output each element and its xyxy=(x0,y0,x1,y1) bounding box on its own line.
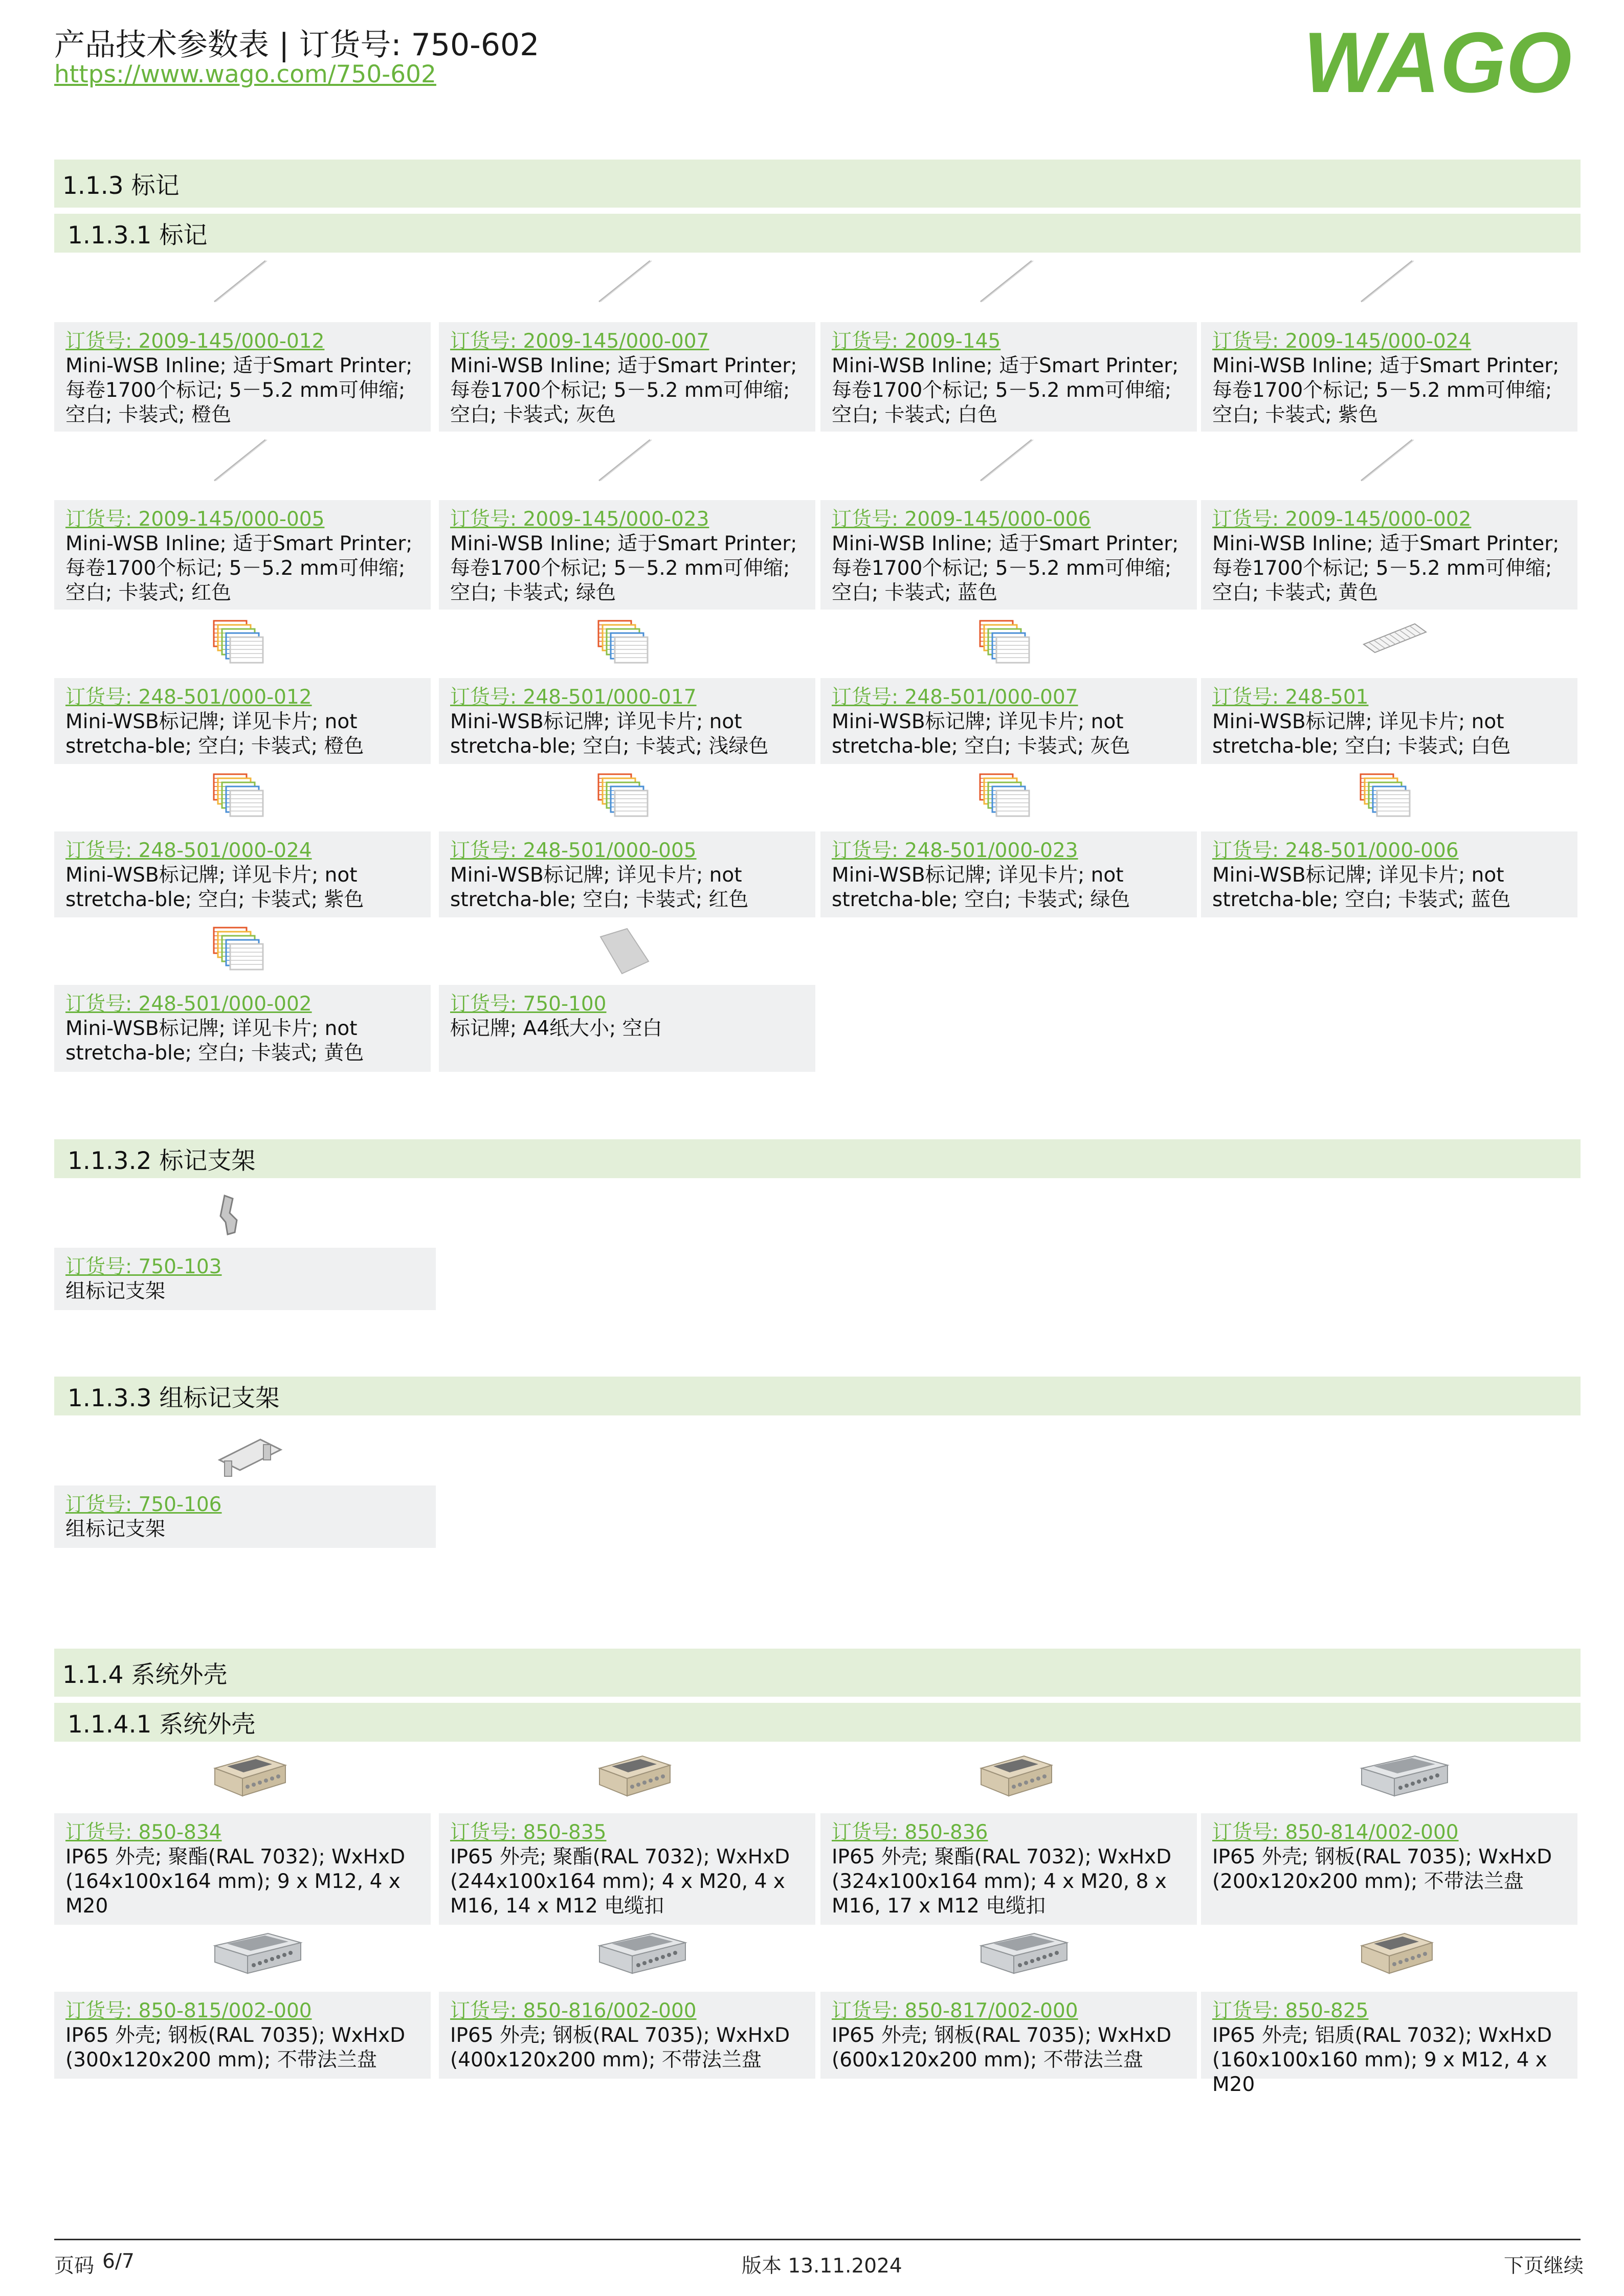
product-description: 组标记支架 xyxy=(65,1518,166,1541)
subsection-heading-1-1-3-2: 1.1.3.2 标记支架 xyxy=(54,1139,1581,1178)
product-card xyxy=(820,831,1197,917)
product-card xyxy=(1201,678,1577,764)
product-description: IP65 外壳; 钢板(RAL 7035); WxHxD (600x120x200 mm); 不带法兰盘 xyxy=(832,2024,1172,2072)
marker-strip-icon xyxy=(596,437,653,485)
product-card xyxy=(54,1248,436,1310)
order-number-link[interactable]: 订货号: 248-501/000-005 xyxy=(450,839,697,862)
wago-logo xyxy=(1303,14,1574,111)
marker-strip-icon xyxy=(212,437,268,485)
a4-sheet-icon xyxy=(596,926,653,979)
section-heading-1-1-3: 1.1.3 标记 xyxy=(54,160,1581,208)
product-card xyxy=(1201,500,1577,610)
product-card xyxy=(439,1813,815,1925)
product-description: IP65 外壳; 钢板(RAL 7035); WxHxD (300x120x200 mm); 不带法兰盘 xyxy=(65,2024,406,2072)
marker-card-icon xyxy=(596,619,653,667)
group-marker-carrier-icon xyxy=(214,1429,286,1482)
product-description: Mini-WSB Inline; 适于Smart Printer; 每卷1700个标记; 5－5.2 mm可伸缩; 空白; 卡装式; 蓝色 xyxy=(832,532,1179,604)
order-number-link[interactable]: 订货号: 2009-145/000-002 xyxy=(1212,508,1472,531)
product-description: Mini-WSB Inline; 适于Smart Printer; 每卷1700个标记; 5－5.2 mm可伸缩; 空白; 卡装式; 橙色 xyxy=(65,354,413,426)
order-number-link[interactable]: 订货号: 248-501/000-023 xyxy=(832,839,1078,862)
product-card xyxy=(1201,831,1577,917)
housing-grey-icon xyxy=(1359,1753,1451,1801)
order-number-link[interactable]: 订货号: 248-501 xyxy=(1212,686,1369,709)
marker-carrier-icon xyxy=(214,1191,245,1240)
product-card xyxy=(820,1992,1197,2079)
product-description: Mini-WSB Inline; 适于Smart Printer; 每卷1700个标记; 5－5.2 mm可伸缩; 空白; 卡装式; 黄色 xyxy=(1212,532,1560,604)
marker-card-icon xyxy=(978,772,1034,820)
order-number-link[interactable]: 订货号: 2009-145/000-012 xyxy=(65,330,325,353)
product-card xyxy=(54,1485,436,1548)
housing-grey-icon xyxy=(596,1930,688,1978)
product-description: Mini-WSB标记牌; 详见卡片; not stretcha-ble; 空白; 卡装式; 橙色 xyxy=(65,710,364,758)
order-number-link[interactable]: 订货号: 750-103 xyxy=(65,1255,222,1278)
product-card xyxy=(439,322,815,432)
product-description: IP65 外壳; 聚酯(RAL 7032); WxHxD (244x100x164 mm); 4 x M20, 4 x M16, 14 x M12 电缆扣 xyxy=(450,1845,790,1918)
order-number-link[interactable]: 订货号: 850-815/002-000 xyxy=(65,1999,312,2022)
footer-continue: 下页继续 xyxy=(1504,2255,1584,2278)
marker-strip-icon xyxy=(212,258,268,306)
marker-strip-icon xyxy=(596,258,653,306)
order-number-link[interactable]: 订货号: 248-501/000-006 xyxy=(1212,839,1459,862)
marker-card-icon xyxy=(596,772,653,820)
product-description: Mini-WSB标记牌; 详见卡片; not stretcha-ble; 空白; 卡装式; 白色 xyxy=(1212,710,1511,758)
order-number-link[interactable]: 订货号: 850-836 xyxy=(832,1821,988,1844)
product-card xyxy=(820,322,1197,432)
product-description: IP65 外壳; 钢板(RAL 7035); WxHxD (400x120x200 mm); 不带法兰盘 xyxy=(450,2024,790,2072)
svg-text:WAGO: WAGO xyxy=(1303,14,1572,110)
product-description: 标记牌; A4纸大小; 空白 xyxy=(450,1017,662,1040)
product-card xyxy=(54,1813,431,1925)
product-card xyxy=(439,831,815,917)
order-number-link[interactable]: 订货号: 850-817/002-000 xyxy=(832,1999,1078,2022)
footer-page-label: 页码 xyxy=(54,2255,95,2278)
order-number-link[interactable]: 订货号: 750-100 xyxy=(450,993,607,1016)
order-number-link[interactable]: 订货号: 248-501/000-024 xyxy=(65,839,312,862)
order-number-link[interactable]: 订货号: 248-501/000-017 xyxy=(450,686,697,709)
product-description: IP65 外壳; 铝质(RAL 7032); WxHxD (160x100x160 mm); 9 x M12, 4 x M20 xyxy=(1212,2024,1552,2096)
marker-strip-icon xyxy=(978,258,1034,306)
housing-beige-icon xyxy=(212,1753,288,1801)
marker-strip-icon xyxy=(1359,258,1415,306)
product-description: IP65 外壳; 聚酯(RAL 7032); WxHxD (164x100x164 mm); 9 x M12, 4 x M20 xyxy=(65,1845,406,1918)
product-card xyxy=(820,500,1197,610)
order-number-link[interactable]: 订货号: 750-106 xyxy=(65,1493,222,1516)
marker-strip-icon xyxy=(978,437,1034,485)
product-card xyxy=(1201,1813,1577,1925)
marker-card-white-icon xyxy=(1359,619,1430,657)
product-card xyxy=(54,1992,431,2079)
product-description: Mini-WSB标记牌; 详见卡片; not stretcha-ble; 空白; 卡装式; 绿色 xyxy=(832,864,1130,911)
order-number-link[interactable]: 订货号: 850-816/002-000 xyxy=(450,1999,697,2022)
order-number-link[interactable]: 订货号: 850-814/002-000 xyxy=(1212,1821,1459,1844)
product-description: Mini-WSB标记牌; 详见卡片; not stretcha-ble; 空白; 卡装式; 蓝色 xyxy=(1212,864,1511,911)
product-description: Mini-WSB Inline; 适于Smart Printer; 每卷1700个标记; 5－5.2 mm可伸缩; 空白; 卡装式; 紫色 xyxy=(1212,354,1560,426)
subsection-heading-1-1-4-1: 1.1.4.1 系统外壳 xyxy=(54,1703,1581,1742)
product-card xyxy=(820,678,1197,764)
order-number-link[interactable]: 订货号: 248-501/000-012 xyxy=(65,686,312,709)
product-card xyxy=(439,678,815,764)
product-description: Mini-WSB Inline; 适于Smart Printer; 每卷1700个标记; 5－5.2 mm可伸缩; 空白; 卡装式; 白色 xyxy=(832,354,1179,426)
order-number-link[interactable]: 订货号: 2009-145 xyxy=(832,330,1001,353)
product-card xyxy=(54,831,431,917)
product-card xyxy=(439,985,815,1072)
housing-beige-icon xyxy=(596,1753,673,1801)
product-description: Mini-WSB标记牌; 详见卡片; not stretcha-ble; 空白; 卡装式; 黄色 xyxy=(65,1017,364,1065)
product-description: Mini-WSB Inline; 适于Smart Printer; 每卷1700个标记; 5－5.2 mm可伸缩; 空白; 卡装式; 灰色 xyxy=(450,354,797,426)
product-description: IP65 外壳; 聚酯(RAL 7032); WxHxD (324x100x164 mm); 4 x M20, 8 x M16, 17 x M12 电缆扣 xyxy=(832,1845,1172,1918)
housing-grey-icon xyxy=(978,1930,1070,1978)
marker-strip-icon xyxy=(1359,437,1415,485)
footer-version: 版本 13.11.2024 xyxy=(742,2255,902,2278)
product-description: 组标记支架 xyxy=(65,1280,166,1303)
marker-card-icon xyxy=(212,926,268,974)
marker-card-icon xyxy=(212,772,268,820)
order-number-link[interactable]: 订货号: 850-825 xyxy=(1212,1999,1369,2022)
product-description: Mini-WSB Inline; 适于Smart Printer; 每卷1700个标记; 5－5.2 mm可伸缩; 空白; 卡装式; 绿色 xyxy=(450,532,797,604)
order-number-link[interactable]: 订货号: 850-834 xyxy=(65,1821,222,1844)
section-heading-1-1-4: 1.1.4 系统外壳 xyxy=(54,1649,1581,1697)
page-title: 产品技术参数表 | 订货号: 750-602 xyxy=(54,27,540,63)
product-card xyxy=(1201,1992,1577,2096)
product-card xyxy=(54,985,431,1072)
order-number-link[interactable]: 订货号: 850-835 xyxy=(450,1821,607,1844)
order-number-link[interactable]: 订货号: 2009-145/000-024 xyxy=(1212,330,1472,353)
product-card xyxy=(820,1813,1197,1925)
product-description: Mini-WSB标记牌; 详见卡片; not stretcha-ble; 空白; 卡装式; 红色 xyxy=(450,864,749,911)
product-card xyxy=(54,678,431,764)
product-card xyxy=(54,500,431,610)
product-card xyxy=(439,1992,815,2079)
order-number-link[interactable]: 订货号: 2009-145/000-023 xyxy=(450,508,709,531)
subsection-heading-1-1-3-1: 1.1.3.1 标记 xyxy=(54,214,1581,253)
order-number-link[interactable]: 订货号: 248-501/000-002 xyxy=(65,993,312,1016)
order-number-link[interactable]: 订货号: 2009-145/000-005 xyxy=(65,508,325,531)
marker-card-icon xyxy=(978,619,1034,667)
marker-card-icon xyxy=(1359,772,1415,820)
product-card xyxy=(439,500,815,610)
order-number-link[interactable]: 订货号: 2009-145/000-006 xyxy=(832,508,1091,531)
subsection-heading-1-1-3-3: 1.1.3.3 组标记支架 xyxy=(54,1377,1581,1415)
product-card xyxy=(1201,322,1577,432)
product-description: Mini-WSB标记牌; 详见卡片; not stretcha-ble; 空白; 卡装式; 浅绿色 xyxy=(450,710,769,758)
marker-card-icon xyxy=(212,619,268,667)
footer-page-number: 6/7 xyxy=(102,2250,135,2273)
housing-grey-icon xyxy=(212,1930,304,1978)
product-description: Mini-WSB标记牌; 详见卡片; not stretcha-ble; 空白; 卡装式; 灰色 xyxy=(832,710,1130,758)
order-number-link[interactable]: 订货号: 2009-145/000-007 xyxy=(450,330,709,353)
product-description: IP65 外壳; 钢板(RAL 7035); WxHxD (200x120x200 mm); 不带法兰盘 xyxy=(1212,1845,1552,1893)
footer-divider xyxy=(54,2239,1581,2240)
housing-beige-icon xyxy=(978,1753,1055,1801)
product-url-link[interactable]: https://www.wago.com/750-602 xyxy=(54,60,436,88)
housing-beige-icon xyxy=(1359,1930,1435,1978)
order-number-link[interactable]: 订货号: 248-501/000-007 xyxy=(832,686,1078,709)
product-description: Mini-WSB标记牌; 详见卡片; not stretcha-ble; 空白; 卡装式; 紫色 xyxy=(65,864,364,911)
product-card xyxy=(54,322,431,432)
product-description: Mini-WSB Inline; 适于Smart Printer; 每卷1700个标记; 5－5.2 mm可伸缩; 空白; 卡装式; 红色 xyxy=(65,532,413,604)
